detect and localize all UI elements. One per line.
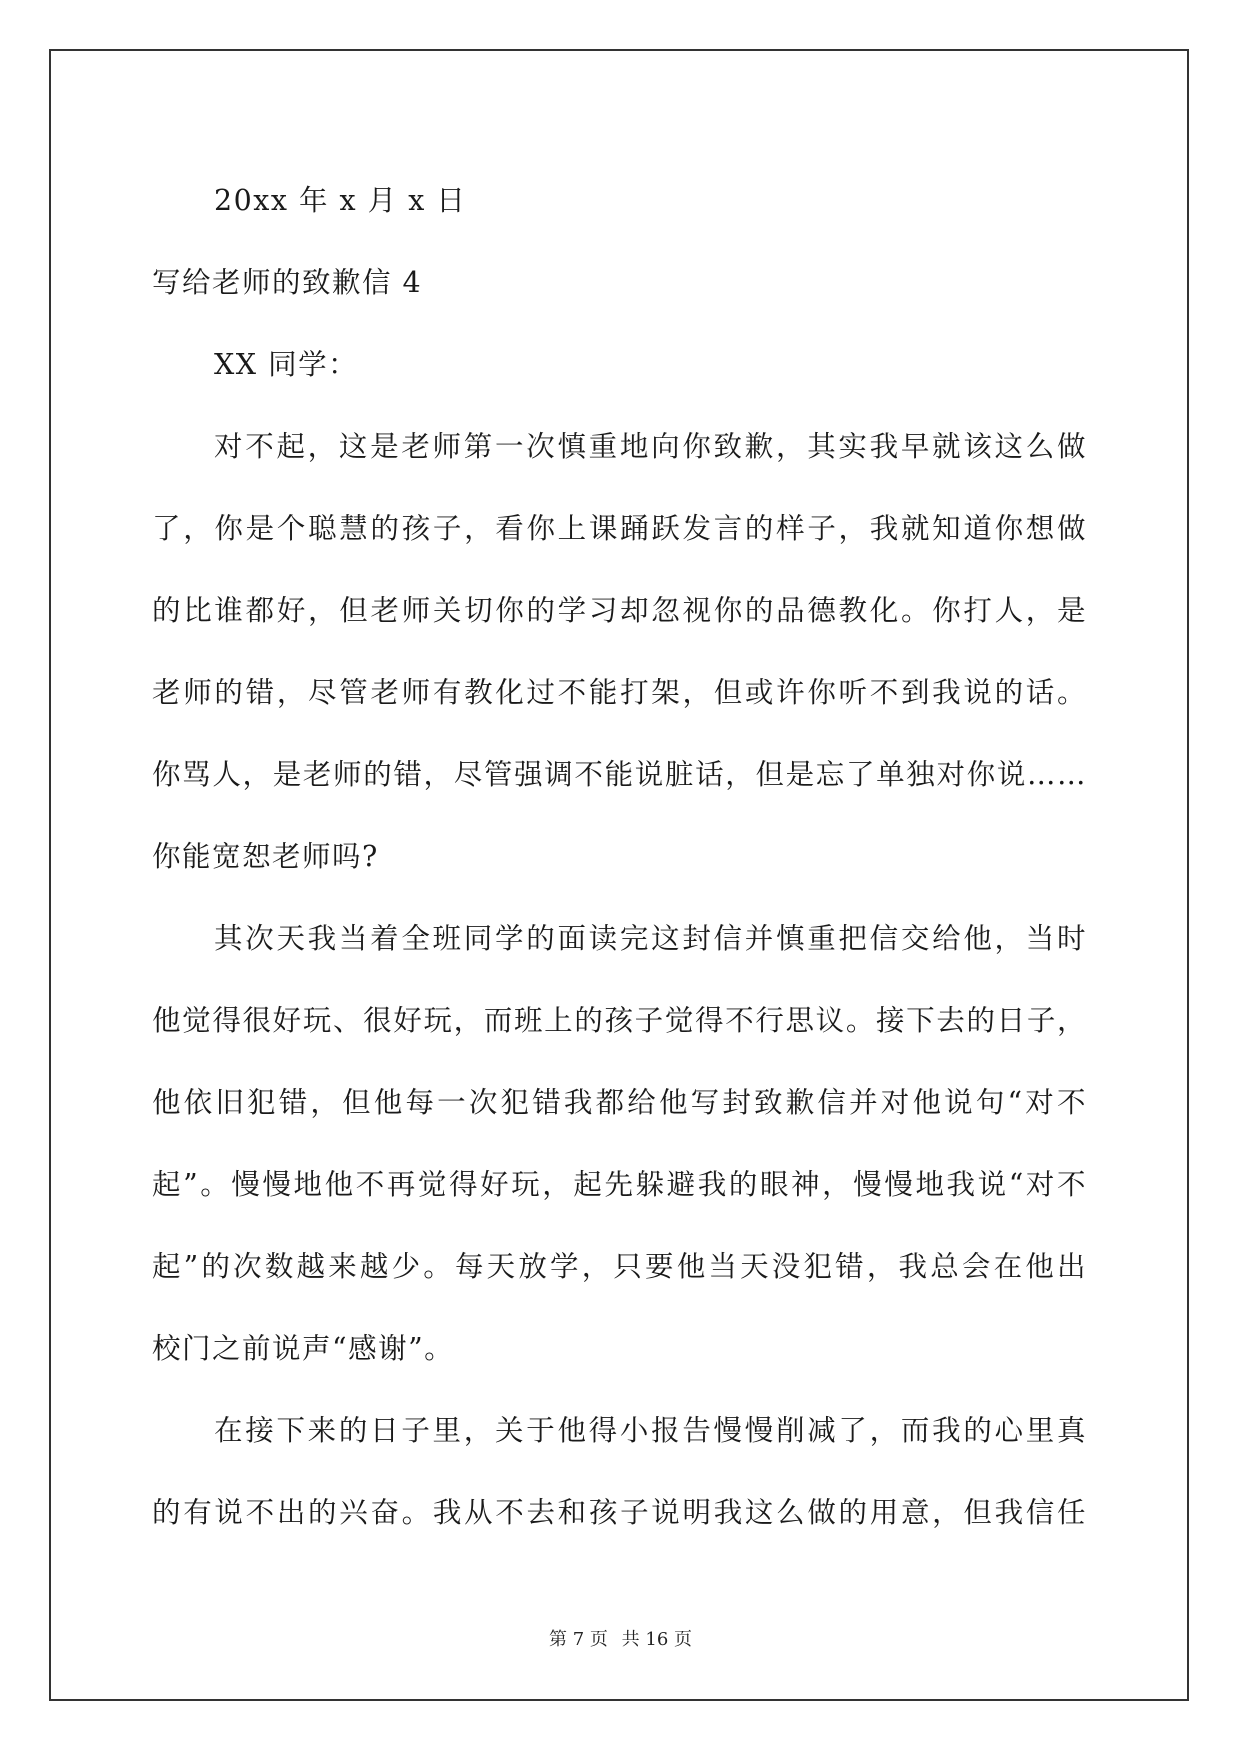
paragraph-line: 了，你是个聪慧的孩子，看你上课踊跃发言的样子，我就知道你想做 bbox=[152, 512, 1087, 545]
paragraph-line: 校门之前说声“感谢”。 bbox=[152, 1332, 455, 1365]
paragraph-line: 起”。慢慢地他不再觉得好玩，起先躲避我的眼神，慢慢地我说“对不 bbox=[152, 1168, 1087, 1201]
paragraph-line: 的比谁都好，但老师关切你的学习却忽视你的品德教化。你打人，是 bbox=[152, 594, 1087, 627]
paragraph-line: 在接下来的日子里，关于他得小报告慢慢削减了，而我的心里真 bbox=[214, 1414, 1087, 1447]
page-total: 共 16 页 bbox=[621, 1629, 692, 1650]
date-line: 20xx 年 x 月 x 日 bbox=[214, 184, 467, 217]
letter-heading: 写给老师的致歉信 4 bbox=[152, 266, 423, 299]
paragraph-line: 你骂人，是老师的错，尽管强调不能说脏话，但是忘了单独对你说…… bbox=[152, 758, 1087, 791]
paragraph-line: 你能宽恕老师吗? bbox=[152, 840, 379, 873]
paragraph-line: 老师的错，尽管老师有教化过不能打架，但或许你听不到我说的话。 bbox=[152, 676, 1087, 709]
paragraph-line: 他依旧犯错，但他每一次犯错我都给他写封致歉信并对他说句“对不 bbox=[152, 1086, 1087, 1119]
paragraph-line: 对不起，这是老师第一次慎重地向你致歉，其实我早就该这么做 bbox=[214, 430, 1087, 463]
document-body bbox=[152, 160, 1087, 1554]
paragraph-line: 他觉得很好玩、很好玩，而班上的孩子觉得不行思议。接下去的日子， bbox=[152, 1004, 1087, 1037]
page-number: 第 7 页 bbox=[549, 1629, 608, 1650]
paragraph-line: 的有说不出的兴奋。我从不去和孩子说明我这么做的用意，但我信任 bbox=[152, 1496, 1087, 1529]
salutation: XX 同学： bbox=[214, 348, 359, 381]
page-footer bbox=[0, 1625, 1241, 1651]
paragraph-line: 起”的次数越来越少。每天放学，只要他当天没犯错，我总会在他出 bbox=[152, 1250, 1087, 1283]
paragraph-line: 其次天我当着全班同学的面读完这封信并慎重把信交给他，当时 bbox=[214, 922, 1087, 955]
